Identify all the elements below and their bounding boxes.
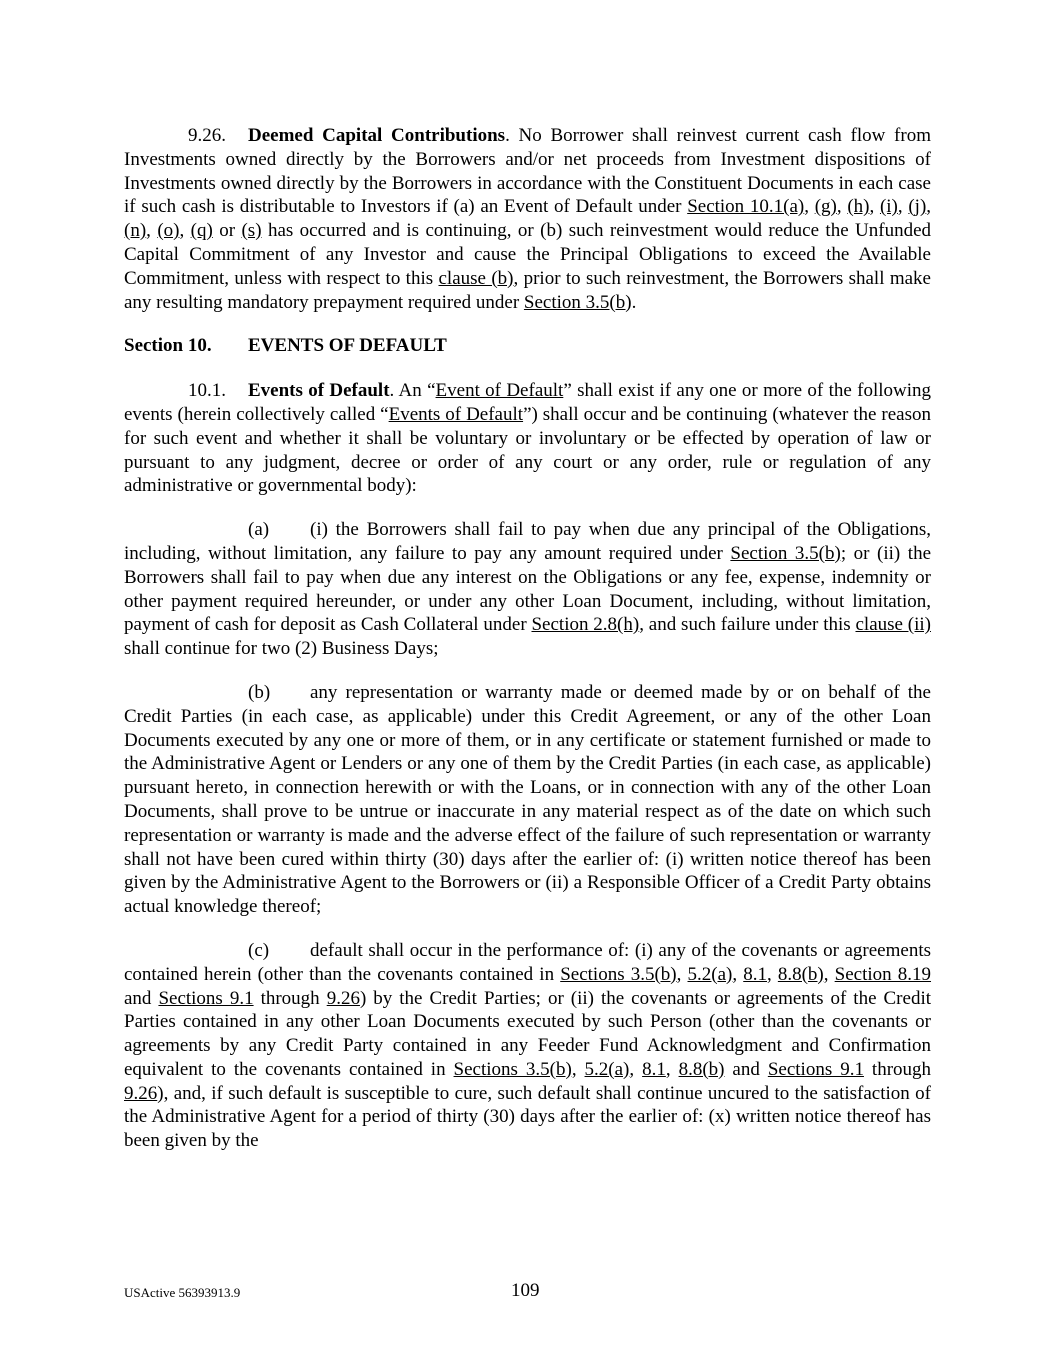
cross-reference[interactable]: 5.2(a) [687, 963, 733, 985]
section-number: 9.26. [188, 125, 226, 146]
section-title: Events of Default [248, 380, 390, 402]
cross-reference[interactable]: Sections 9.1 [158, 987, 254, 1009]
cross-reference[interactable]: Sections 3.5(b) [453, 1058, 572, 1080]
cross-reference[interactable]: (o) [157, 220, 180, 242]
section-number: 10.1. [188, 380, 226, 402]
cross-reference[interactable]: (n) [124, 220, 147, 242]
section-title: EVENTS OF DEFAULT [248, 335, 447, 357]
cross-reference[interactable]: (g) [814, 196, 837, 218]
cross-reference[interactable]: Section 3.5(b) [730, 542, 841, 564]
cross-reference[interactable]: 8.8(b) [678, 1058, 725, 1080]
clause-a-paragraph: (a) (i) the Borrowers shall fail to pay when due any principal of the Obligations, including, without limitation, any failure to pay any amount required under Section 3.5(b); or (ii) the Borrowers shall fail to pay when due any interest on the Obligations or any fee, expense, indemnity or other payment required hereunder, or under any other Loan Document, including, without limitation, payment of cash for deposit as Cash Collateral under Section 2.8(h), and such failure under this clause (ii) shall continue for two (2) Business Days; [124, 519, 932, 660]
cross-reference[interactable]: (q) [190, 220, 213, 242]
cross-reference[interactable]: Section 2.8(h) [531, 614, 640, 636]
document-id: USActive 56393913.9 [124, 1285, 241, 1300]
cross-reference[interactable]: 9.26 [326, 987, 360, 1009]
cross-reference[interactable]: (i) [879, 196, 898, 218]
cross-reference[interactable]: Sections 9.1 [767, 1058, 864, 1080]
cross-reference[interactable]: 5.2(a) [584, 1058, 630, 1080]
section-label: Section 10. [124, 335, 212, 357]
cross-reference[interactable]: clause (b) [438, 267, 514, 289]
cross-reference[interactable]: Section 3.5(b) [523, 291, 632, 313]
section-9-26-paragraph: 9.26. Deemed Capital Contributions. No Borrower shall reinvest current cash flow from Investments owned directly by the Borrowers and/or net proceeds from Investment dispositions of Investments owned directly by the Borrowers in accordance with the Constituent Documents in each case if such cash is distributable to Investors if (a) an Event of Default under Section 10.1(a), (g), (h), (i), (j), (n), (o), (q) or (s) has occurred and is continuing, or (b) such reinvestment would reduce the Unfunded Capital Commitment of any Investor and cause the Principal Obligations to exceed the Available Commitment, unless with respect to this clause (b), prior to such reinvestment, the Borrowers shall make any resulting mandatory prepayment required under Section 3.5(b). [124, 125, 932, 313]
section-10-1-paragraph: 10.1. Events of Default. An “Event of Default” shall exist if any one or more of the following events (herein collectively called “Events of Default”) shall occur and be continuing (whatever the reason for such event and whether it shall be voluntary or involuntary or be effected by operation of law or pursuant to any judgment, decree or order of any court or any order, rule or regulation of any administrative or governmental body): [124, 380, 931, 497]
clause-label: (b) [248, 681, 271, 703]
cross-reference[interactable]: 9.26 [124, 1082, 158, 1104]
clause-c-paragraph: (c) default shall occur in the performance of: (i) any of the covenants or agreements contained herein (other than the covenants contained in Sections 3.5(b), 5.2(a), 8.1, 8.8(b), Section 8.19 and Sections 9.1 through 9.26) by the Credit Parties; or (ii) the covenants or agreements of the Credit Parties contained in any other Loan Documents executed by such Person (other than the covenants or agreements by any Credit Party contained in any Feeder Fund Acknowledgment and Confirmation equivalent to the covenants contained in Sections 3.5(b), 5.2(a), 8.1, 8.8(b) and Sections 9.1 through 9.26), and, if such default is susceptible to cure, such default shall continue uncured to the satisfaction of the Administrative Agent for a period of thirty (30) days after the earlier of: (x) written notice thereof has been given by the [124, 939, 932, 1152]
defined-term: Events of Default [388, 403, 524, 425]
cross-reference[interactable]: Section 8.19 [834, 963, 932, 985]
page-body [124, 124, 931, 1173]
section-title: Deemed Capital Contributions [248, 125, 506, 146]
cross-reference[interactable]: Sections 3.5(b) [560, 963, 677, 985]
clause-label: (a) [248, 519, 270, 541]
page-number: 109 [511, 1280, 540, 1301]
cross-reference[interactable]: (h) [847, 196, 870, 218]
cross-reference[interactable]: clause (ii) [855, 614, 931, 636]
cross-reference[interactable]: 8.8(b) [777, 963, 824, 985]
cross-reference[interactable]: (j) [908, 196, 927, 218]
cross-reference[interactable]: 8.1 [642, 1058, 666, 1080]
clause-b-paragraph: (b) any representation or warranty made or deemed made by or on behalf of the Credit Parties (in each case, as applicable) under this Credit Agreement, or any of the other Loan Documents executed by any one or more of them, or in any certificate or statement furnished or made to the Administrative Agent or Lenders or any one of them by the Credit Parties (in each case, as applicable) pursuant hereto, in connection herewith or with the Loans, or in connection with any of the other Loan Documents, shall prove to be untrue or inaccurate in any material respect as of the date on which such representation or warranty is made and the adverse effect of the failure of such representation or warranty shall not have been cured within thirty (30) days after the earlier of: (i) written notice thereof has been given by the Administrative Agent to the Borrowers or (ii) a Responsible Officer of a Credit Party obtains actual knowledge thereof; [124, 681, 931, 918]
cross-reference[interactable]: Section 10.1(a) [687, 196, 805, 218]
defined-term: Event of Default [435, 380, 564, 402]
section-10-heading [124, 334, 931, 358]
cross-reference[interactable]: 8.1 [743, 963, 767, 985]
clause-label: (c) [248, 939, 270, 961]
cross-reference[interactable]: (s) [241, 220, 262, 242]
